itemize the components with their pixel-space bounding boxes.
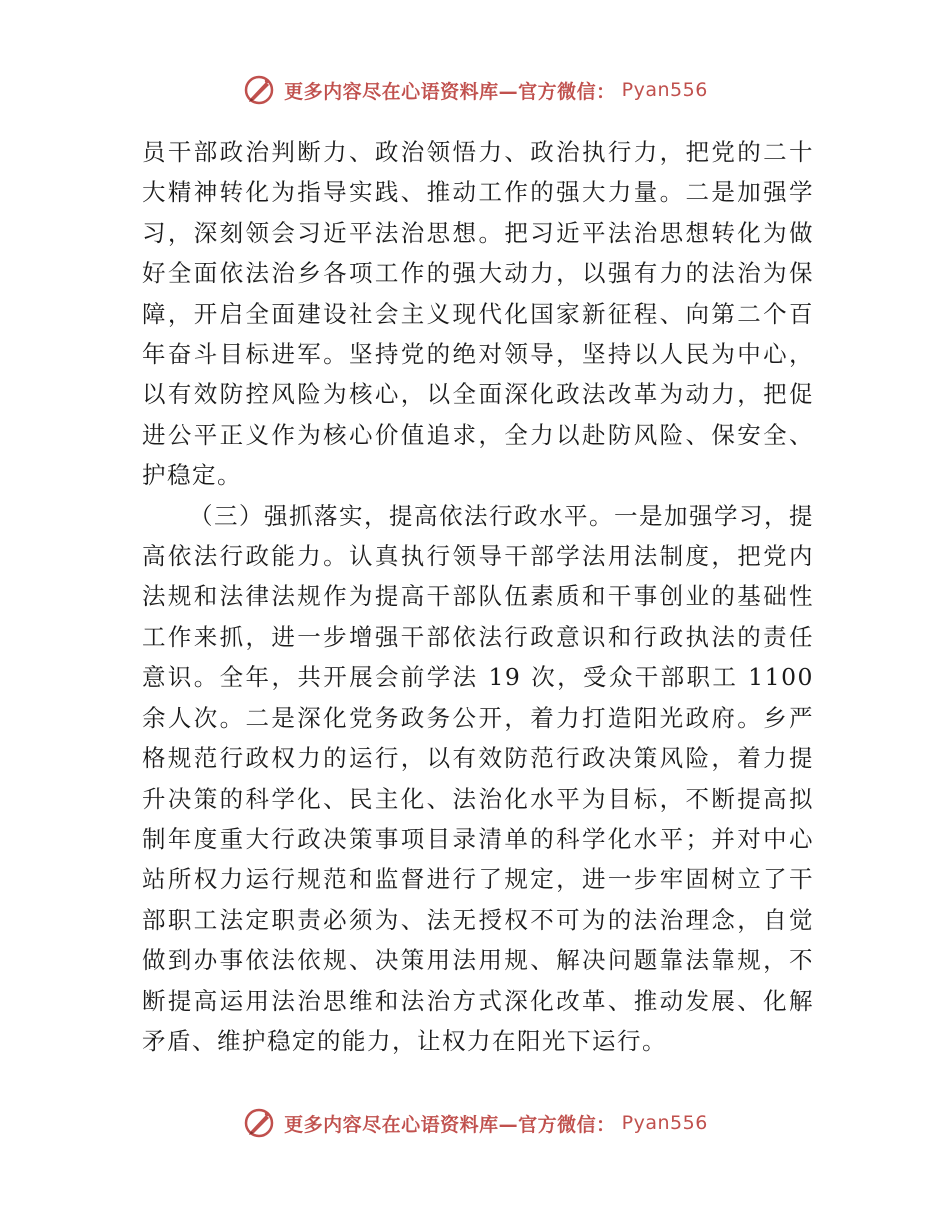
paragraph-continued: 员干部政治判断力、政治领悟力、政治执行力，把党的二十大精神转化为指导实践、推动工作的强大力量。二是加强学习，深刻领会习近平法治思想。把习近平法治思想转化为做好全面依法治乡各项工作的强大动力，以强有力的法治为保障，开启全面建设社会主义现代化国家新征程、向第二个百年奋斗目标进军。坚持党的绝对领导，坚持以人民为中心，以有效防控风险为核心，以全面深化政法改革为动力，把促进公平正义作为核心价值追求，全力以赴防风险、保安全、护稳定。: [142, 138, 814, 490]
watermark-wechat-id: Pyan556: [621, 79, 708, 101]
pen-logo-icon: [242, 73, 276, 107]
watermark-text: 更多内容尽在心语资料库—官方微信：: [284, 80, 616, 103]
pen-logo-icon: [242, 1106, 276, 1140]
watermark-text: 更多内容尽在心语资料库—官方微信：: [284, 1113, 616, 1136]
document-body: [142, 132, 814, 1061]
header-watermark: [0, 70, 950, 110]
paragraph-section-three: （三）强抓落实，提高依法行政水平。一是加强学习，提高依法行政能力。认真执行领导干部学法用法制度，把党内法规和法律法规作为提高干部队伍素质和干事创业的基础性工作来抓，进一步增强干部依法行政意识和行政执法的责任意识。全年，共开展会前学法 19 次，受众干部职工 1100 余人次。二是深化党务政务公开，着力打造阳光政府。乡严格规范行政权力的运行，以有效防范行政决策风险，着力提升决策的科学化、民主化、法治化水平为目标，不断提高拟制年度重大行政决策事项目录清单的科学化水平；并对中心站所权力运行规范和监督进行了规定，进一步牢固树立了干部职工法定职责必须为、法无授权不可为的法治理念，自觉做到办事依法依规、决策用法用规、解决问题靠法靠规，不断提高运用法治思维和法治方式深化改革、推动发展、化解矛盾、维护稳定的能力，让权力在阳光下运行。: [142, 501, 814, 1055]
footer-watermark: [0, 1103, 950, 1143]
watermark-wechat-id: Pyan556: [621, 1112, 708, 1134]
